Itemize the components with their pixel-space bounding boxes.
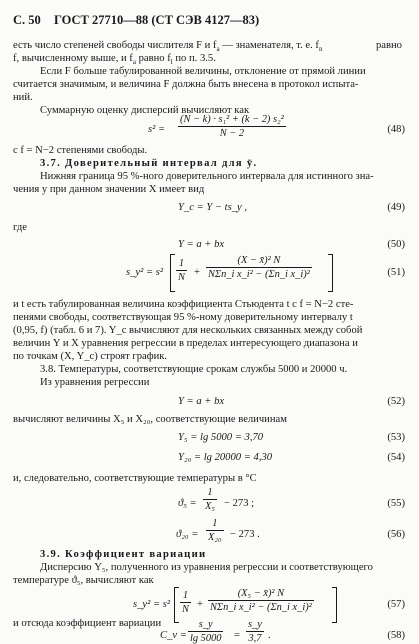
text-line: пенями свободы, соответствующая 95 %-ному доверительному интервалу t: [13, 312, 353, 323]
equation-54: Y₂₀ = lg 20000 = 4,30: [178, 452, 273, 463]
equation-number: (53): [387, 432, 405, 443]
equation-56-fraction: 1 X₂₀: [208, 518, 222, 543]
equation-51-lhs: s_y² = s²: [126, 267, 164, 278]
equation-57-one-over-n: 1 N: [182, 590, 189, 615]
equation-56-rhs: − 273 .: [230, 529, 260, 540]
bracket-right: [328, 254, 333, 292]
section-heading-3-8: 3.8. Температуры, соответствующие срокам службы 5000 и 20000 ч.: [40, 364, 348, 375]
text-line: Из уравнения регрессии: [40, 377, 150, 388]
equation-50: Y = a + bx: [178, 239, 225, 250]
text-line: вычисляют величины X₅ и X₂₀, соответствующие величинам: [13, 414, 287, 425]
text-line: Нижняя граница 95 %-ного доверительного интервала для истинного зна-: [40, 171, 374, 182]
section-heading-3-9: 3.9. Коэффициент вариации: [40, 549, 207, 560]
page-number: С. 50: [13, 13, 41, 27]
text-line: чения y при данном значении X имеет вид: [13, 184, 205, 195]
text-line: (0,95, f) (табл. 6 и 7). Y_c вычисляют для нескольких связанных между собой: [13, 325, 363, 336]
equation-48-lhs: s² =: [148, 124, 166, 135]
text-line: есть число степеней свободы числителя F и $f_a$ — знаменателя, т. е. $f_n$: [13, 40, 323, 54]
equation-58-equals: =: [234, 630, 240, 641]
equation-55-lhs: ϑ₅ =: [178, 498, 197, 509]
equation-number: (58): [387, 630, 405, 641]
text-line: где: [13, 222, 27, 233]
equation-55-rhs: − 273 ;: [224, 498, 255, 509]
equation-57-plus: +: [197, 599, 203, 610]
text-line: и t есть табулированная величина коэффициента Стьюдента t с f = N−2 сте-: [13, 299, 354, 310]
equation-number: (49): [387, 202, 405, 213]
text-line: Дисперсию Y₅, полученного из уравнения регрессии и соответствующего: [40, 562, 373, 573]
equation-58-fraction-2: s_y 3,7: [248, 619, 262, 644]
text-line: равно: [376, 40, 402, 51]
text-line: и, следовательно, соответствующие температуры в °C: [13, 473, 257, 484]
text-line: и отсюда коэффициент вариации: [13, 618, 162, 629]
text-line: Суммарную оценку дисперсий вычисляют как: [40, 105, 250, 116]
equation-number: (51): [387, 267, 405, 278]
equation-number: (56): [387, 529, 405, 540]
equation-53: Y₅ = lg 5000 = 3,70: [178, 432, 264, 443]
bracket-left: [174, 587, 179, 623]
text-line: f, вычисленному выше, и $f_a$ равно $f_l$ по п. 3.5.: [13, 53, 216, 67]
section-heading-3-7: 3.7. Доверительный интервал для ȳ.: [40, 158, 258, 169]
equation-57-fraction: (X₅ − x̄)² N NΣn_i x_i² − (Σn_i x_i)²: [210, 588, 312, 613]
equation-51-fraction: (X − x̄)² N NΣn_i x_i² − (Σn_i x_i)²: [208, 255, 310, 280]
text-line: ний.: [13, 92, 33, 103]
equation-51-one-over-n: 1 N: [178, 258, 185, 283]
equation-57-lhs: s_y² = s²: [133, 599, 171, 610]
text-line: с f = N−2 степенями свободы.: [13, 145, 148, 156]
text-line: температуре ϑ₅, вычисляют как: [13, 575, 154, 586]
equation-58-end: .: [268, 630, 271, 641]
bracket-right: [332, 587, 337, 623]
equation-49: Y_c = Y − ts_y ,: [178, 202, 248, 213]
equation-number: (55): [387, 498, 405, 509]
text-line: Если F больше табулированной величины, отклонение от прямой линии: [40, 66, 366, 77]
equation-number: (57): [387, 599, 405, 610]
equation-58-lhs: C_v =: [160, 630, 187, 641]
equation-56-lhs: ϑ₂₀ =: [176, 529, 199, 540]
text-line: по точкам (X, Y_c) строят график.: [13, 351, 168, 362]
equation-51-plus: +: [194, 267, 200, 278]
text-line: величин Y и X уравнения регрессии в пределах интересующего диапазона и: [13, 338, 358, 349]
equation-48-fraction: (N − k) · s₁² + (k − 2) s₂² N − 2: [180, 114, 284, 139]
text-line: считается значимым, и величина F должна быть внесена в протокол испыта-: [13, 79, 359, 90]
standard-title: ГОСТ 27710—88 (СТ СЭВ 4127—83): [54, 13, 260, 27]
equation-55-fraction: 1 X₅: [205, 487, 215, 512]
equation-number: (48): [387, 124, 405, 135]
equation-number: (54): [387, 452, 405, 463]
equation-number: (50): [387, 239, 405, 250]
bracket-left: [170, 254, 175, 292]
equation-number: (52): [387, 396, 405, 407]
equation-52: Y = a + bx: [178, 396, 225, 407]
equation-58-fraction-1: s_y lg 5000: [190, 619, 222, 644]
